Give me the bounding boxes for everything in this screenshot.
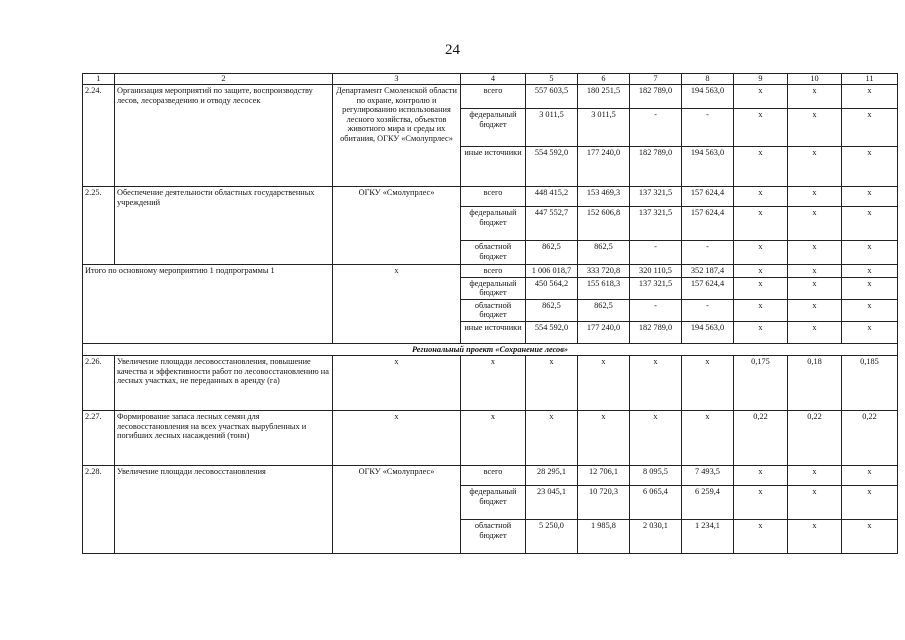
- col-header: 8: [682, 74, 734, 85]
- value-cell: 0,22: [842, 411, 898, 466]
- value-cell: x: [578, 356, 630, 411]
- value-cell: x: [734, 265, 788, 278]
- value-cell: 182 789,0: [630, 321, 682, 343]
- col-header: 2: [115, 74, 333, 85]
- value-cell: 1 985,8: [578, 520, 630, 554]
- page-number: 24: [445, 42, 460, 58]
- value-cell: 137 321,5: [630, 277, 682, 299]
- value-cell: x: [734, 85, 788, 109]
- value-cell: 6 065,4: [630, 486, 682, 520]
- activity-name: Формирование запаса лесных семян для лесовосстановления на всех участках вырубленных и погибших лесных насаждений (тонн): [115, 411, 333, 466]
- value-cell: x: [734, 241, 788, 265]
- section-title: Региональный проект «Сохранение лесов»: [83, 343, 898, 356]
- col-header: 11: [842, 74, 898, 85]
- value-cell: x: [842, 466, 898, 486]
- value-cell: 862,5: [578, 241, 630, 265]
- value-cell: 194 563,0: [682, 85, 734, 109]
- value-cell: x: [788, 147, 842, 187]
- value-cell: 1 006 018,7: [526, 265, 578, 278]
- value-cell: x: [842, 321, 898, 343]
- value-cell: 1 234,1: [682, 520, 734, 554]
- section-row: [83, 343, 898, 356]
- row-number: 2.28.: [83, 466, 115, 554]
- value-cell: 157 624,4: [682, 207, 734, 241]
- value-cell: -: [630, 299, 682, 321]
- executor: ОГКУ «Смолупрлес»: [333, 187, 461, 265]
- value-cell: x: [333, 356, 461, 411]
- value-cell: x: [788, 277, 842, 299]
- executor: Департамент Смоленской области по охране, контролю и регулированию использования лесного хозяйства, объектов животного мира и среды их обитания, ОГКУ «Смолупрлес»: [333, 85, 461, 187]
- value-cell: 28 295,1: [526, 466, 578, 486]
- value-cell: 137 321,5: [630, 207, 682, 241]
- value-cell: 182 789,0: [630, 147, 682, 187]
- value-cell: x: [788, 466, 842, 486]
- funding-source: всего: [461, 466, 526, 486]
- value-cell: 157 624,4: [682, 187, 734, 207]
- value-cell: -: [630, 241, 682, 265]
- value-cell: 447 552,7: [526, 207, 578, 241]
- value-cell: 180 251,5: [578, 85, 630, 109]
- value-cell: x: [630, 356, 682, 411]
- value-cell: 194 563,0: [682, 147, 734, 187]
- value-cell: 448 415,2: [526, 187, 578, 207]
- value-cell: x: [734, 109, 788, 147]
- value-cell: x: [788, 299, 842, 321]
- total-label: Итого по основному мероприятию 1 подпрограммы 1: [83, 265, 333, 344]
- value-cell: 554 592,0: [526, 321, 578, 343]
- value-cell: x: [788, 241, 842, 265]
- value-cell: 0,22: [734, 411, 788, 466]
- value-cell: x: [734, 299, 788, 321]
- value-cell: x: [842, 109, 898, 147]
- value-cell: x: [788, 520, 842, 554]
- value-cell: x: [842, 187, 898, 207]
- program-table: [82, 73, 898, 554]
- col-header: 3: [333, 74, 461, 85]
- value-cell: 0,22: [788, 411, 842, 466]
- value-cell: 6 259,4: [682, 486, 734, 520]
- funding-source: иные источники: [461, 147, 526, 187]
- value-cell: 862,5: [526, 299, 578, 321]
- value-cell: 0,18: [788, 356, 842, 411]
- value-cell: 8 095,5: [630, 466, 682, 486]
- value-cell: x: [842, 299, 898, 321]
- table-row: [83, 85, 898, 109]
- value-cell: x: [842, 147, 898, 187]
- value-cell: 12 706,1: [578, 466, 630, 486]
- funding-source: федеральный бюджет: [461, 207, 526, 241]
- value-cell: x: [682, 411, 734, 466]
- value-cell: x: [461, 411, 526, 466]
- funding-source: федеральный бюджет: [461, 277, 526, 299]
- col-header: 5: [526, 74, 578, 85]
- value-cell: x: [630, 411, 682, 466]
- table-row: [83, 356, 898, 411]
- funding-source: областной бюджет: [461, 520, 526, 554]
- value-cell: 862,5: [578, 299, 630, 321]
- executor: x: [333, 265, 461, 344]
- value-cell: x: [842, 520, 898, 554]
- col-header: 1: [83, 74, 115, 85]
- value-cell: x: [734, 277, 788, 299]
- table-row: [83, 411, 898, 466]
- table-row: [83, 187, 898, 207]
- value-cell: x: [788, 207, 842, 241]
- value-cell: x: [842, 486, 898, 520]
- funding-source: федеральный бюджет: [461, 486, 526, 520]
- funding-source: областной бюджет: [461, 241, 526, 265]
- value-cell: 7 493,5: [682, 466, 734, 486]
- value-cell: -: [682, 299, 734, 321]
- value-cell: x: [734, 520, 788, 554]
- row-number: 2.26.: [83, 356, 115, 411]
- value-cell: 0,185: [842, 356, 898, 411]
- value-cell: 450 564,2: [526, 277, 578, 299]
- value-cell: 10 720,3: [578, 486, 630, 520]
- value-cell: x: [526, 411, 578, 466]
- value-cell: x: [788, 187, 842, 207]
- value-cell: 320 110,5: [630, 265, 682, 278]
- funding-source: всего: [461, 187, 526, 207]
- executor: ОГКУ «Смолупрлес»: [333, 466, 461, 554]
- table-row: [83, 466, 898, 486]
- value-cell: x: [788, 265, 842, 278]
- col-header: 4: [461, 74, 526, 85]
- value-cell: x: [461, 356, 526, 411]
- value-cell: x: [734, 466, 788, 486]
- value-cell: x: [788, 85, 842, 109]
- col-header: 9: [734, 74, 788, 85]
- value-cell: x: [842, 85, 898, 109]
- value-cell: 862,5: [526, 241, 578, 265]
- funding-source: федеральный бюджет: [461, 109, 526, 147]
- value-cell: 23 045,1: [526, 486, 578, 520]
- value-cell: x: [734, 486, 788, 520]
- funding-source: иные источники: [461, 321, 526, 343]
- value-cell: x: [734, 321, 788, 343]
- value-cell: 0,175: [734, 356, 788, 411]
- value-cell: x: [578, 411, 630, 466]
- value-cell: -: [682, 241, 734, 265]
- table-row: [83, 265, 898, 278]
- col-header: 7: [630, 74, 682, 85]
- value-cell: 352 187,4: [682, 265, 734, 278]
- activity-name: Увеличение площади лесовосстановления: [115, 466, 333, 554]
- value-cell: 157 624,4: [682, 277, 734, 299]
- value-cell: 152 606,8: [578, 207, 630, 241]
- funding-source: областной бюджет: [461, 299, 526, 321]
- value-cell: x: [788, 486, 842, 520]
- value-cell: 3 011,5: [526, 109, 578, 147]
- value-cell: x: [734, 187, 788, 207]
- value-cell: x: [734, 147, 788, 187]
- value-cell: x: [842, 207, 898, 241]
- value-cell: 3 011,5: [578, 109, 630, 147]
- value-cell: 333 720,8: [578, 265, 630, 278]
- value-cell: x: [842, 265, 898, 278]
- value-cell: 554 592,0: [526, 147, 578, 187]
- row-number: 2.24.: [83, 85, 115, 187]
- row-number: 2.25.: [83, 187, 115, 265]
- col-header: 10: [788, 74, 842, 85]
- value-cell: x: [333, 411, 461, 466]
- value-cell: 5 250,0: [526, 520, 578, 554]
- value-cell: 137 321,5: [630, 187, 682, 207]
- funding-source: всего: [461, 85, 526, 109]
- value-cell: 153 469,3: [578, 187, 630, 207]
- value-cell: -: [682, 109, 734, 147]
- row-number: 2.27.: [83, 411, 115, 466]
- value-cell: 177 240,0: [578, 147, 630, 187]
- activity-name: Увеличение площади лесовосстановления, повышение качества и эффективности работ по лесовосстановлению на лесных участках, не переданных в аренду (га): [115, 356, 333, 411]
- value-cell: x: [788, 321, 842, 343]
- value-cell: x: [526, 356, 578, 411]
- header-row: [83, 74, 898, 85]
- value-cell: x: [842, 277, 898, 299]
- funding-source: всего: [461, 265, 526, 278]
- activity-name: Организация мероприятий по защите, воспроизводству лесов, лесоразведению и отводу лесосек: [115, 85, 333, 187]
- activity-name: Обеспечение деятельности областных государственных учреждений: [115, 187, 333, 265]
- value-cell: x: [682, 356, 734, 411]
- value-cell: x: [788, 109, 842, 147]
- value-cell: 155 618,3: [578, 277, 630, 299]
- value-cell: 194 563,0: [682, 321, 734, 343]
- value-cell: x: [734, 207, 788, 241]
- value-cell: x: [842, 241, 898, 265]
- value-cell: 182 789,0: [630, 85, 682, 109]
- value-cell: 177 240,0: [578, 321, 630, 343]
- col-header: 6: [578, 74, 630, 85]
- value-cell: 2 030,1: [630, 520, 682, 554]
- value-cell: -: [630, 109, 682, 147]
- value-cell: 557 603,5: [526, 85, 578, 109]
